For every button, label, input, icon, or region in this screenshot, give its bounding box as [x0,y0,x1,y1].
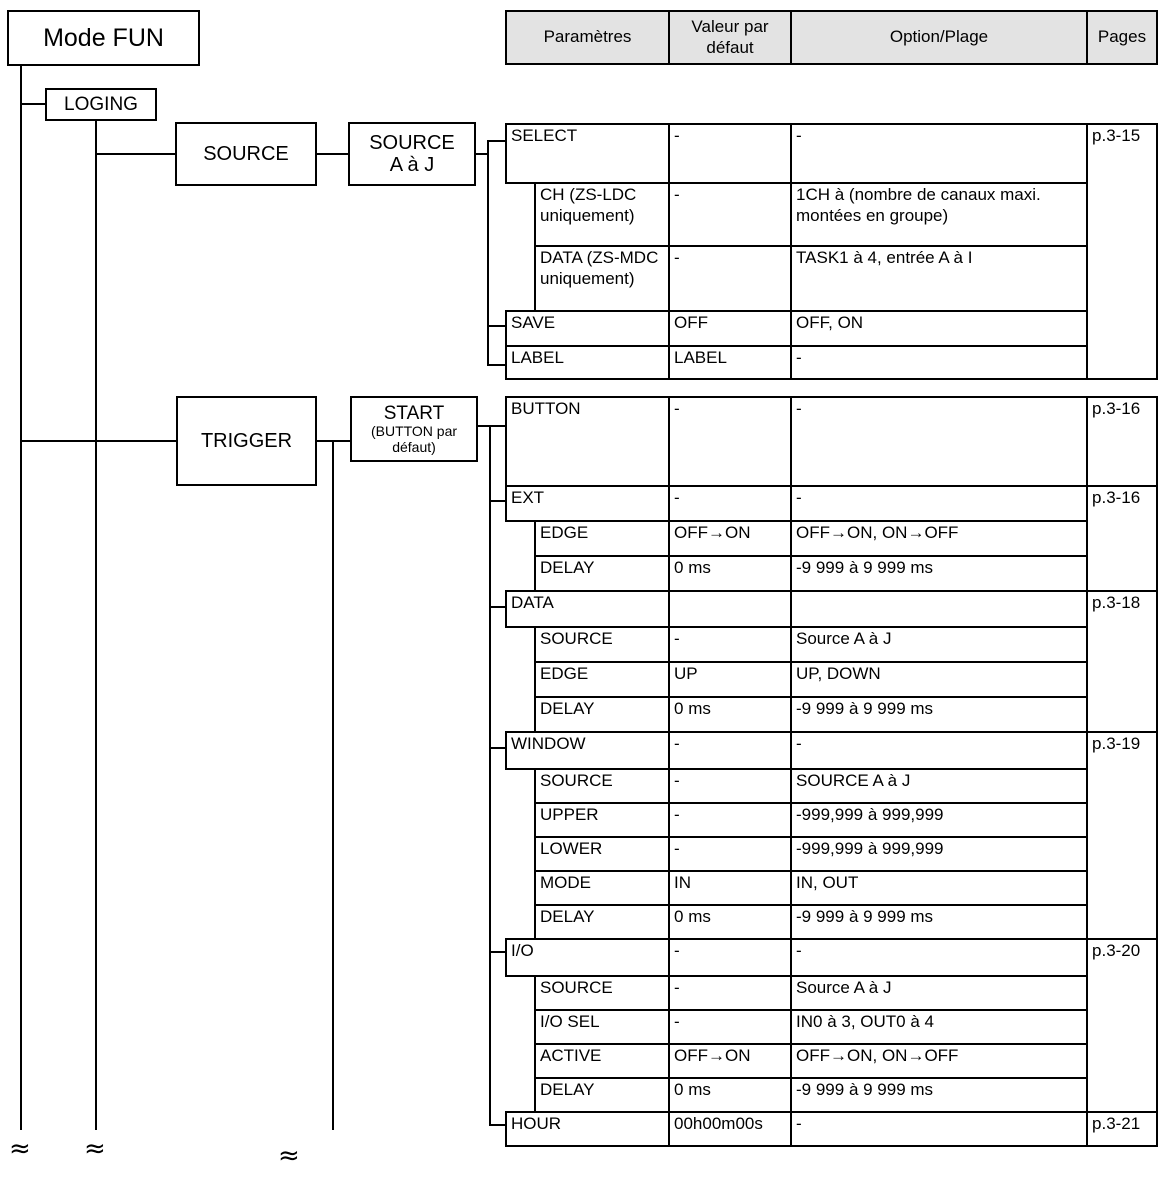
cell-default-value: 0 ms [669,905,791,939]
cell-option-range: -9 999 à 9 999 ms [791,697,1087,732]
table-row [506,346,1157,379]
break-symbol-trunk: ≈ [9,1134,31,1164]
cell-option-range: - [791,124,1087,183]
cell-page: p.3-21 [1087,1112,1157,1146]
table-row [506,803,1157,837]
cell-default-value: - [669,769,791,803]
bus-loging [95,120,97,1130]
bus-source-table [487,140,489,365]
cell-option-range: -9 999 à 9 999 ms [791,556,1087,591]
cell-option-range: OFF→ON, ON→OFF [791,1044,1087,1078]
cell-indent [506,837,535,871]
cell-default-value: - [669,627,791,662]
cell-page: p.3-18 [1087,591,1157,732]
cell-default-value: - [669,837,791,871]
node-loging-label: LOGING [64,93,138,115]
node-mode-fun[interactable] [7,10,200,66]
header-option-range: Option/Plage [791,11,1087,64]
node-source-label: SOURCE [203,142,289,165]
cell-option-range: IN0 à 3, OUT0 à 4 [791,1010,1087,1044]
connector-bus-window [489,747,506,749]
trunk-main [20,66,22,1130]
cell-parameter: EDGE [535,521,669,556]
cell-option-range: - [791,397,1087,486]
cell-default-value: 0 ms [669,556,791,591]
cell-default-value [669,591,791,627]
header-parameters: Paramètres [506,11,669,64]
cell-parameter: DATA [506,591,669,627]
cell-option-range: 1CH à (nombre de canaux maxi. montées en groupe) [791,183,1087,246]
table-header [505,10,1158,65]
cell-default-value: - [669,1010,791,1044]
cell-parameter: I/O SEL [535,1010,669,1044]
cell-parameter: I/O [506,939,669,976]
cell-default-value: OFF→ON [669,521,791,556]
cell-parameter: EDGE [535,662,669,697]
cell-default-value: IN [669,871,791,905]
cell-parameter: SOURCE [535,976,669,1010]
table-trigger [505,396,1158,1147]
table-row [506,732,1157,769]
table-row [506,697,1157,732]
cell-option-range: UP, DOWN [791,662,1087,697]
cell-parameter: EXT [506,486,669,521]
cell-option-range: IN, OUT [791,871,1087,905]
cell-parameter: DELAY [535,905,669,939]
cell-parameter: DELAY [535,556,669,591]
cell-default-value: LABEL [669,346,791,379]
cell-default-value: - [669,976,791,1010]
cell-indent [506,556,535,591]
cell-default-value: - [669,486,791,521]
cell-default-value: 0 ms [669,697,791,732]
cell-indent [506,521,535,556]
cell-indent [506,1078,535,1112]
connector-bus-io [489,951,506,953]
cell-parameter: DELAY [535,697,669,732]
cell-option-range: OFF→ON, ON→OFF [791,521,1087,556]
cell-page: p.3-16 [1087,397,1157,486]
table-trigger-body [506,397,1157,1146]
table-row [506,871,1157,905]
cell-page: p.3-20 [1087,939,1157,1112]
cell-indent [506,1010,535,1044]
cell-indent [506,1044,535,1078]
table-row [506,1044,1157,1078]
cell-parameter: SOURCE [535,627,669,662]
cell-default-value: 00h00m00s [669,1112,791,1146]
cell-indent [506,769,535,803]
cell-indent [506,662,535,697]
cell-indent [506,803,535,837]
cell-default-value: - [669,732,791,769]
node-source-a-j-label-1: SOURCE [369,131,455,154]
table-header-row [506,11,1157,64]
table-row [506,183,1157,246]
table-row [506,662,1157,697]
table-row [506,939,1157,976]
cell-parameter: HOUR [506,1112,669,1146]
cell-option-range: TASK1 à 4, entrée A à I [791,246,1087,311]
table-row [506,627,1157,662]
bus-trigger [332,440,334,1130]
cell-default-value: - [669,246,791,311]
node-source-a-j-label-2: A à J [389,154,435,176]
connector-bus-label [487,364,506,366]
table-row [506,124,1157,183]
header-default-value-line2: défaut [706,37,754,57]
table-row [506,397,1157,486]
node-start-label-3: défaut) [392,438,436,455]
table-source [505,123,1158,380]
cell-parameter: UPPER [535,803,669,837]
table-row [506,486,1157,521]
cell-indent [506,905,535,939]
table-row [506,521,1157,556]
cell-indent [506,627,535,662]
header-default-value-line1: Valeur par [691,17,769,36]
node-loging[interactable] [45,88,157,121]
cell-default-value: - [669,939,791,976]
connector-trunk-trigger [20,440,178,442]
cell-default-value: - [669,397,791,486]
cell-option-range: Source A à J [791,976,1087,1010]
table-row [506,311,1157,346]
cell-option-range: -9 999 à 9 999 ms [791,1078,1087,1112]
cell-parameter: DATA (ZS-MDC uniquement) [535,246,669,311]
node-start[interactable] [350,396,478,462]
cell-parameter: SAVE [506,311,669,346]
cell-indent [506,871,535,905]
cell-option-range: OFF, ON [791,311,1087,346]
cell-parameter: LOWER [535,837,669,871]
cell-page: p.3-15 [1087,124,1157,379]
cell-indent [506,697,535,732]
table-row [506,591,1157,627]
header-pages: Pages [1087,11,1157,64]
cell-default-value: - [669,803,791,837]
cell-option-range: -999,999 à 999,999 [791,837,1087,871]
cell-indent [506,976,535,1010]
cell-indent [506,246,535,311]
cell-default-value: UP [669,662,791,697]
table-row [506,837,1157,871]
node-start-label-1: START [383,402,445,424]
cell-option-range: Source A à J [791,627,1087,662]
cell-default-value: OFF [669,311,791,346]
header-default-value [669,11,791,64]
cell-parameter: DELAY [535,1078,669,1112]
connector-bus-data [489,606,506,608]
cell-option-range: - [791,1112,1087,1146]
cell-default-value: - [669,124,791,183]
node-source-a-j[interactable] [348,122,476,186]
connector-source-sourceaj [317,153,350,155]
table-source-body [506,124,1157,379]
break-symbol-trigger: ≈ [278,1141,300,1171]
connector-trunk-loging [20,103,47,105]
connector-bus-save [487,325,506,327]
node-mode-fun-label: Mode FUN [43,24,164,52]
cell-option-range: - [791,732,1087,769]
table-row [506,1078,1157,1112]
cell-parameter: ACTIVE [535,1044,669,1078]
cell-parameter: BUTTON [506,397,669,486]
cell-option-range [791,591,1087,627]
cell-option-range: - [791,486,1087,521]
cell-option-range: -999,999 à 999,999 [791,803,1087,837]
bus-trigger-table [489,425,491,1125]
cell-parameter: MODE [535,871,669,905]
cell-default-value: OFF→ON [669,1044,791,1078]
cell-option-range: -9 999 à 9 999 ms [791,905,1087,939]
cell-default-value: 0 ms [669,1078,791,1112]
table-row [506,905,1157,939]
table-row [506,556,1157,591]
connector-bus-select [487,140,506,142]
node-start-label-2: (BUTTON par [370,422,458,439]
table-row [506,976,1157,1010]
node-trigger[interactable] [176,396,317,486]
connector-bus-hour [489,1124,506,1126]
connector-bus-button [489,425,506,427]
connector-loging-source [95,153,177,155]
break-symbol-loging: ≈ [84,1134,106,1164]
cell-parameter: SOURCE [535,769,669,803]
cell-parameter: LABEL [506,346,669,379]
cell-page: p.3-16 [1087,486,1157,591]
node-source[interactable] [175,122,317,186]
node-trigger-label: TRIGGER [200,429,293,452]
cell-parameter: WINDOW [506,732,669,769]
cell-default-value: - [669,183,791,246]
cell-parameter: SELECT [506,124,669,183]
cell-option-range: - [791,346,1087,379]
table-row [506,769,1157,803]
table-row [506,246,1157,311]
cell-indent [506,183,535,246]
table-row [506,1010,1157,1044]
cell-page: p.3-19 [1087,732,1157,939]
cell-parameter: CH (ZS-LDC uniquement) [535,183,669,246]
cell-option-range: - [791,939,1087,976]
connector-bus-ext [489,500,506,502]
table-row [506,1112,1157,1146]
cell-option-range: SOURCE A à J [791,769,1087,803]
